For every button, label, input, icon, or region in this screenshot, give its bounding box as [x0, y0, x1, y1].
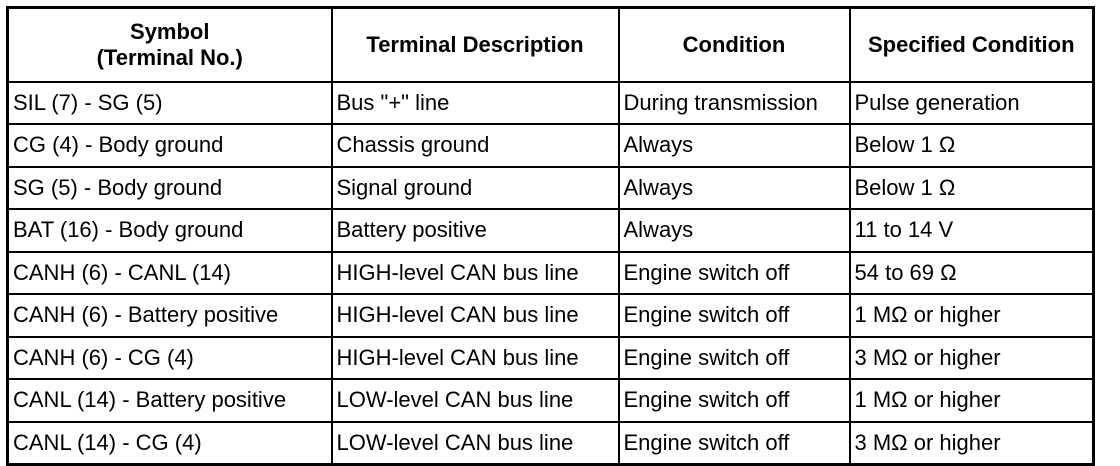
table-row [8, 337, 1094, 380]
cell-symbol: CG (4) - Body ground [8, 124, 332, 167]
cell-description: Battery positive [332, 209, 619, 252]
cell-symbol: CANL (14) - Battery positive [8, 379, 332, 422]
cell-condition: Engine switch off [619, 422, 850, 465]
cell-specified: Below 1 Ω [850, 124, 1094, 167]
header-symbol-line2: (Terminal No.) [96, 44, 243, 70]
table-row [8, 379, 1094, 422]
cell-symbol: CANL (14) - CG (4) [8, 422, 332, 465]
cell-specified: 1 MΩ or higher [850, 379, 1094, 422]
cell-condition: During transmission [619, 82, 850, 125]
table-row [8, 209, 1094, 252]
table-row [8, 167, 1094, 210]
table-row [8, 252, 1094, 295]
header-specified-condition-label: Specified Condition [867, 31, 1075, 57]
table-row [8, 82, 1094, 125]
cell-description: HIGH-level CAN bus line [332, 294, 619, 337]
header-symbol [8, 8, 332, 82]
header-specified-condition [850, 8, 1094, 82]
cell-specified: 3 MΩ or higher [850, 422, 1094, 465]
cell-condition: Always [619, 124, 850, 167]
table-row [8, 124, 1094, 167]
cell-description: Chassis ground [332, 124, 619, 167]
cell-symbol: SIL (7) - SG (5) [8, 82, 332, 125]
header-condition [619, 8, 850, 82]
cell-condition: Always [619, 209, 850, 252]
cell-description: HIGH-level CAN bus line [332, 337, 619, 380]
cell-description: LOW-level CAN bus line [332, 422, 619, 465]
cell-specified: 11 to 14 V [850, 209, 1094, 252]
cell-specified: 1 MΩ or higher [850, 294, 1094, 337]
cell-condition: Engine switch off [619, 252, 850, 295]
cell-description: Signal ground [332, 167, 619, 210]
cell-specified: 3 MΩ or higher [850, 337, 1094, 380]
cell-specified: Below 1 Ω [850, 167, 1094, 210]
table-row [8, 294, 1094, 337]
cell-symbol: SG (5) - Body ground [8, 167, 332, 210]
cell-symbol: CANH (6) - CANL (14) [8, 252, 332, 295]
terminal-spec-table-container [6, 6, 1095, 466]
cell-condition: Engine switch off [619, 294, 850, 337]
cell-symbol: CANH (6) - CG (4) [8, 337, 332, 380]
table-header-row [8, 8, 1094, 82]
table-row [8, 422, 1094, 465]
cell-condition: Engine switch off [619, 337, 850, 380]
cell-condition: Always [619, 167, 850, 210]
header-symbol-line1: Symbol [130, 18, 210, 44]
header-terminal-description-label: Terminal Description [366, 31, 584, 57]
cell-description: Bus "+" line [332, 82, 619, 125]
cell-specified: 54 to 69 Ω [850, 252, 1094, 295]
cell-symbol: BAT (16) - Body ground [8, 209, 332, 252]
header-terminal-description [332, 8, 619, 82]
terminal-spec-table [6, 6, 1095, 466]
cell-description: HIGH-level CAN bus line [332, 252, 619, 295]
cell-description: LOW-level CAN bus line [332, 379, 619, 422]
cell-condition: Engine switch off [619, 379, 850, 422]
cell-symbol: CANH (6) - Battery positive [8, 294, 332, 337]
cell-specified: Pulse generation [850, 82, 1094, 125]
header-condition-label: Condition [682, 31, 786, 57]
